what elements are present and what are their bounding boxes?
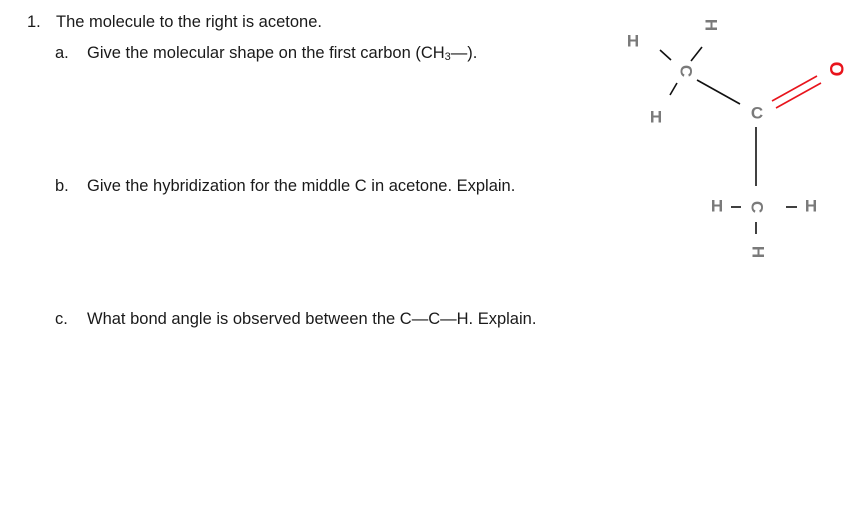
question-part-b xyxy=(55,176,515,196)
part-a-text-before: Give the molecular shape on the first carbon (CH xyxy=(87,44,445,62)
atom-h-lower-left: H xyxy=(710,196,724,216)
bond-c1-h-bottom xyxy=(670,83,677,95)
part-c-text: What bond angle is observed between the C—C—H. Explain. xyxy=(87,310,537,328)
atom-h-lower-right: H xyxy=(804,196,818,216)
atom-c-methyl: C xyxy=(676,64,696,78)
question-number: 1. xyxy=(27,13,41,31)
atom-h-left: H xyxy=(626,31,640,51)
part-a-text-after: —). xyxy=(450,44,478,62)
part-c-letter: c. xyxy=(55,310,68,328)
question-part-c xyxy=(55,309,536,329)
bond-c1-c2 xyxy=(697,80,740,104)
subscript-3: 3 xyxy=(444,51,451,63)
atom-h-lower-bottom: H xyxy=(748,245,768,259)
bond-c1-h-left xyxy=(660,50,671,60)
atom-c-carbonyl: C xyxy=(750,103,764,123)
atom-h-top: H xyxy=(701,18,721,32)
part-a-letter: a. xyxy=(55,44,69,62)
atom-h-bottom: H xyxy=(649,107,663,127)
part-b-letter: b. xyxy=(55,177,69,195)
atom-c-lower: C xyxy=(747,200,767,214)
question-1 xyxy=(27,12,322,32)
bond-c1-h-top xyxy=(691,47,702,61)
question-text: The molecule to the right is acetone. xyxy=(56,13,322,31)
acetone-structure-diagram xyxy=(600,0,867,280)
part-b-text: Give the hybridization for the middle C in acetone. Explain. xyxy=(87,177,516,195)
question-part-a xyxy=(55,43,477,63)
atom-o-carbonyl: O xyxy=(824,61,846,77)
part-a-text xyxy=(87,44,477,62)
